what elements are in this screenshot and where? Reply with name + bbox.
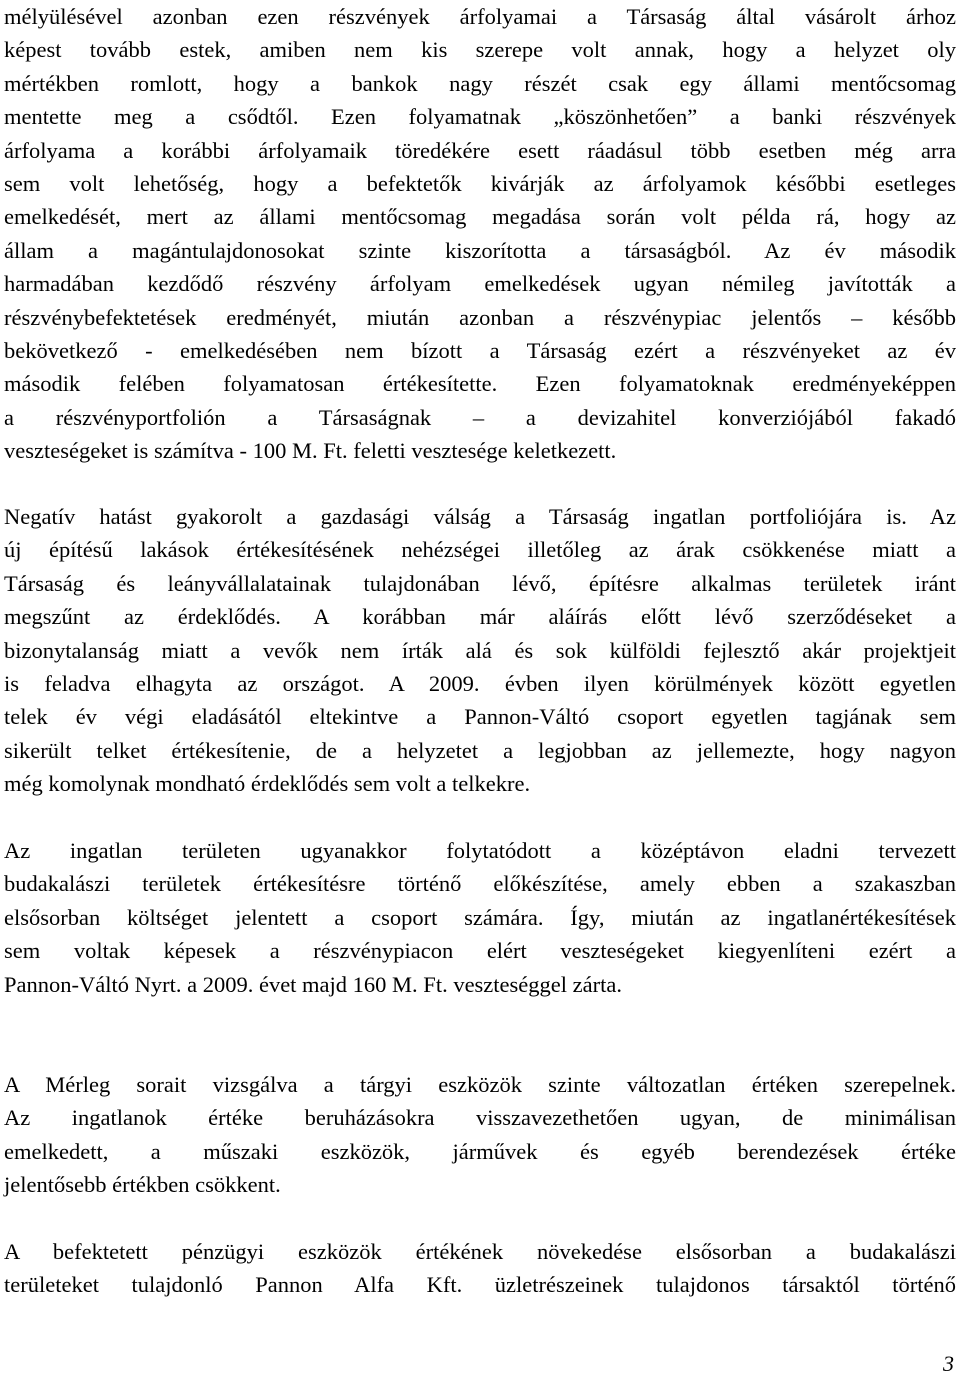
text-line: sem voltak képesek a részvénypiacon elért veszteségeket kiegyenlíteni ezért a <box>4 938 956 964</box>
text-line: új építésű lakások értékesítésének nehézségei illetőleg az árak csökkenése miatt a <box>4 537 956 563</box>
text-line: Negatív hatást gyakorolt a gazdasági válság a Társaság ingatlan portfoliójára is. Az <box>4 504 956 529</box>
text-line: A Mérleg sorait vizsgálva a tárgyi eszközök szinte változatlan értéken szerepelnek. <box>4 1072 956 1097</box>
paragraph-budakalasz-sites <box>4 834 956 1001</box>
text-line: jelentősebb értékben csökkent. <box>4 1172 281 1198</box>
text-line: mélyülésével azonban ezen részvények árfolyamai a Társaság által vásárolt árhoz <box>4 4 956 29</box>
text-line: sem volt lehetőség, hogy a befektetők kivárják az árfolyamok későbbi esetleges <box>4 170 956 196</box>
text-line: harmadában kezdődő részvény árfolyam emelkedések ugyan némileg javították a <box>4 271 956 297</box>
paragraph-stock-portfolio <box>4 0 956 467</box>
text-line: Az ingatlanok értéke beruházásokra visszavezethetően ugyan, de minimálisan <box>4 1105 956 1131</box>
text-line: bekövetkező - emelkedésében nem bízott a Társaság ezért a részvényeket az év <box>4 337 956 363</box>
paragraph-balance-sheet <box>4 1068 956 1202</box>
text-line: árfolyama a korábbi árfolyamaik töredékére esett ráadásul több esetben még arra <box>4 137 956 163</box>
text-line: megszűnt az érdeklődés. A korábban már aláírás előtt lévő szerződéseket a <box>4 604 956 630</box>
text-line: állam a magántulajdonosokat szinte kiszorította a társaságból. Az év második <box>4 237 956 263</box>
text-line: képest tovább estek, amiben nem kis szerepe volt annak, hogy a helyzet oly <box>4 37 956 63</box>
text-line: emelkedését, mert az állami mentőcsomag megadása során volt példa rá, hogy az <box>4 204 956 230</box>
text-line: Társaság és leányvállalatainak tulajdonában lévő, építésre alkalmas területek iránt <box>4 570 956 596</box>
text-line: A befektetett pénzügyi eszközök értékének növekedése elsősorban a budakalászi <box>4 1239 956 1264</box>
text-line: elsősorban költséget jelentett a csoport számára. Így, miután az ingatlanértékesítések <box>4 904 956 930</box>
text-line: második felében folyamatosan értékesítette. Ezen folyamatoknak eredményeképpen <box>4 371 956 397</box>
text-line: bizonytalanság miatt a vevők nem írták alá és sok külföldi fejlesztő akár projektjeit <box>4 637 956 663</box>
text-line: a részvényportfolión a Társaságnak – a devizahitel konverziójából fakadó <box>4 404 956 430</box>
page-number: 3 <box>943 1351 954 1376</box>
text-line: emelkedett, a műszaki eszközök, járművek és egyéb berendezések értéke <box>4 1138 956 1164</box>
text-line: telek év végi eladásától eltekintve a Pannon-Váltó csoport egyetlen tagjának sem <box>4 704 956 730</box>
text-line: területeket tulajdonló Pannon Alfa Kft. üzletrészeinek tulajdonos társaktól történő <box>4 1272 956 1298</box>
text-line: veszteségeket is számítva - 100 M. Ft. feletti vesztesége keletkezett. <box>4 438 617 464</box>
text-line: részvénybefektetések eredményét, miután azonban a részvénypiac jelentős – később <box>4 304 956 330</box>
paragraph-financial-assets <box>4 1235 956 1302</box>
text-line: is feladva elhagyta az országot. A 2009. évben ilyen körülmények között egyetlen <box>4 670 956 696</box>
paragraph-real-estate-impact <box>4 500 956 801</box>
text-line: Pannon-Váltó Nyrt. a 2009. évet majd 160 M. Ft. veszteséggel zárta. <box>4 971 622 997</box>
text-line: mértékben romlott, hogy a bankok nagy részét csak egy állami mentőcsomag <box>4 70 956 96</box>
text-line: Az ingatlan területen ugyanakkor folytatódott a középtávon eladni tervezett <box>4 838 956 863</box>
text-line: még komolynak mondható érdeklődés sem volt a telkekre. <box>4 771 531 797</box>
text-line: budakalászi területek értékesítésre történő előkészítése, amely ebben a szakaszban <box>4 871 956 897</box>
text-line: sikerült telket értékesítenie, de a helyzetet a legjobban az jellemezte, hogy nagyon <box>4 737 956 763</box>
text-line: mentette meg a csődtől. Ezen folyamatnak „köszönhetően” a banki részvények <box>4 104 956 130</box>
